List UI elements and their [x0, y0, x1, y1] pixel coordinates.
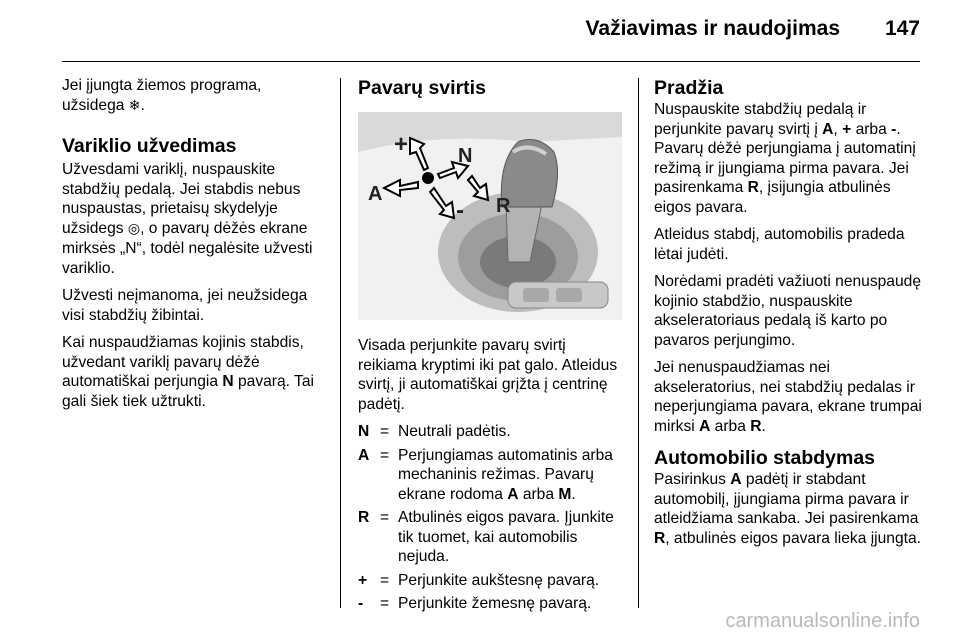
no-accel-gear-r: R	[750, 417, 762, 435]
heading-start: Pradžia	[654, 77, 724, 99]
stopping-text-3: , atbulinės eigos pavara lieka įjungta.	[665, 529, 921, 547]
start-paragraph	[654, 100, 924, 217]
label-n: N	[458, 145, 473, 167]
winter-text-1: Jei įjungta žiemos programa,	[62, 77, 262, 94]
label-minus: -	[456, 197, 464, 224]
winter-period: .	[140, 96, 145, 114]
start-gear-minus: -	[891, 120, 897, 138]
no-kickdown-paragraph: Norėdami pradėti važiuoti nenuspaudę kojinio stabdžio, nuspauskite akseleratoriaus pedalą iš karto po pavaros perjungimo.	[654, 273, 921, 349]
watermark: carmanualsonline.info	[725, 610, 920, 632]
gear-desc-text: .	[571, 485, 576, 503]
header-divider	[62, 61, 920, 62]
engine-start-text-1: Užvesdami variklį, nuspauskite stabdžių pedalą. Jei stabdis nebus nuspaustas, prietaisų skydelyje užsidegs	[62, 161, 301, 237]
gear-row-plus	[358, 571, 626, 595]
start-text-1: Nuspauskite stabdžių pedalą ir perjunkite pavarų svirtį į	[654, 101, 867, 138]
stopping-text-2: padėtį ir stabdant automobilį, įjungiama pirma pavara ir atleidžiama sankaba. Jei pasirenkama	[654, 471, 919, 527]
always-shift-paragraph: Visada perjunkite pavarų svirtį reikiama kryptimi iki pat galo. Atleidus svirtį, ji automatiškai grįžta į centrinę padėtį.	[358, 337, 618, 413]
gear-desc-bold-a: A	[507, 485, 519, 503]
gear-row-minus	[358, 594, 626, 618]
gear-eq: =	[380, 423, 390, 440]
section-title: Važiavimas ir naudojimas	[585, 17, 840, 40]
heading-gear-lever: Pavarų svirtis	[358, 77, 486, 99]
start-impossible-paragraph: Užvesti neįmanoma, jei neužsidega visi stabdžių žibintai.	[62, 287, 308, 324]
column-middle	[358, 76, 626, 618]
gear-desc: Atbulinės eigos pavara. Įjunkite tik tuomet, kai automobilis nejuda.	[398, 509, 614, 565]
no-accel-period: .	[761, 417, 766, 435]
gear-key: R	[358, 509, 370, 526]
kickdown-text-1: Kai nuspaudžiamas kojinis stabdis, užvedant variklį pavarų dėžė automatiškai perjungia	[62, 334, 304, 390]
start-text-3: , įsijungia atbulinės eigos pavara.	[654, 179, 891, 216]
brake-warning-icon: ◎	[127, 220, 141, 237]
kickdown-text-2: pavarą. Tai gali šiek tiek užtrukti.	[62, 373, 314, 410]
winter-text-2: užsidega	[62, 96, 125, 114]
column-left	[62, 76, 324, 419]
gear-eq: =	[380, 446, 390, 464]
label-a: A	[368, 183, 383, 205]
gear-desc-text: Perjungiamas automatinis arba mechaninis režimas. Pavarų ekrane rodoma	[398, 446, 613, 503]
gear-desc: Perjunkite aukštesnę pavarą.	[398, 571, 600, 589]
gear-lever-illustration	[358, 112, 622, 320]
gear-desc-text: arba	[518, 485, 559, 503]
release-brake-paragraph: Atleidus stabdį, automobilis pradeda lėtai judėti.	[654, 226, 905, 263]
start-comma: ,	[833, 120, 838, 138]
no-accel-text: Jei nenuspaudžiamas nei akseleratorius, nei stabdžių pedalas ir neperjungiama pavara, ekrane trumpai mirksi	[654, 359, 922, 435]
kickdown-paragraph	[62, 333, 324, 411]
label-r: R	[496, 195, 511, 217]
gear-eq: =	[380, 509, 390, 526]
engine-start-paragraph	[62, 160, 324, 278]
gear-key: +	[358, 571, 368, 589]
gate-center-dot	[422, 172, 434, 184]
engine-start-text-2: , o pavarų dėžės ekrane mirksės „N“, todėl negalėsite užvesti variklio.	[62, 219, 313, 277]
start-gear-plus: +	[842, 120, 852, 138]
gear-row-n	[358, 422, 626, 446]
column-divider-1	[340, 78, 341, 608]
no-accel-or: arba	[714, 417, 746, 435]
gear-desc	[398, 446, 626, 509]
stopping-gear-a: A	[730, 471, 742, 488]
gear-desc: Perjunkite žemesnę pavarą.	[398, 595, 592, 612]
stopping-text-1: Pasirinkus	[654, 471, 726, 488]
start-gear-a: A	[822, 120, 834, 138]
gear-eq: =	[380, 571, 390, 589]
panel-button-1	[523, 288, 549, 302]
no-accel-gear-a: A	[699, 417, 711, 435]
gear-row-r	[358, 508, 626, 571]
no-accel-paragraph	[654, 358, 924, 436]
gear-lever-figure	[358, 112, 622, 320]
column-right	[654, 76, 924, 556]
label-plus: +	[394, 131, 409, 158]
column-divider-2	[638, 78, 639, 608]
stopping-paragraph	[654, 470, 924, 548]
page-header	[0, 0, 960, 64]
snowflake-icon: ❄	[128, 97, 141, 114]
heading-vehicle-stopping: Automobilio stabdymas	[654, 447, 876, 469]
gear-eq: =	[380, 595, 390, 612]
gear-desc: Neutrali padėtis.	[398, 423, 511, 440]
gear-key: A	[358, 446, 370, 464]
gear-key: N	[358, 423, 370, 440]
panel-button-2	[556, 288, 582, 302]
gear-desc-bold-m: M	[558, 485, 572, 503]
stopping-gear-r: R	[654, 529, 666, 547]
winter-program-paragraph	[62, 76, 324, 116]
start-text-2: . Pavarų dėžė perjungiama į automatinį režimą ir įjungiama pirma pavara. Jei pasirenkama	[654, 120, 916, 196]
gear-row-a	[358, 446, 626, 509]
start-gear-r: R	[747, 179, 759, 196]
gear-position-table	[358, 422, 626, 618]
kickdown-gear-n: N	[222, 373, 234, 390]
heading-engine-start: Variklio užvedimas	[62, 135, 237, 157]
gear-key: -	[358, 595, 364, 612]
page-number: 147	[884, 17, 920, 40]
start-or: arba	[855, 120, 887, 138]
